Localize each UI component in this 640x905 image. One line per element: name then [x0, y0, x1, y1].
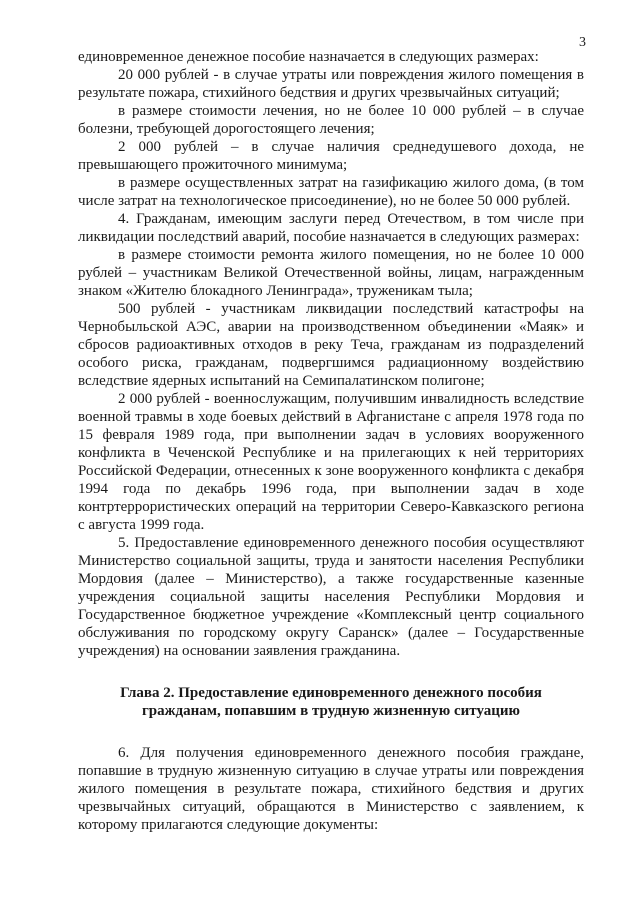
paragraph-item-6: 6. Для получения единовременного денежного пособия граждане, попавшие в трудную жизненную ситуацию в случае утраты или повреждения жилого помещения в результате пожара, стихийного бедствия и других чрезвычайных ситуаций, обращаются в Министерство с заявлением, к которому прилагаются следующие документы: — [78, 745, 584, 833]
paragraph-fire-damage: 20 000 рублей - в случае утраты или повреждения жилого помещения в результате пожара, стихийного бедствия и других чрезвычайных ситуаций; — [78, 67, 584, 101]
paragraph-gasification: в размере осуществленных затрат на газификацию жилого дома, (в том числе затрат на технологическое присоединение), но не более 50 000 рублей. — [78, 175, 584, 209]
document-body — [78, 48, 584, 834]
paragraph-servicemen: 2 000 рублей - военнослужащим, получившим инвалидность вследствие военной травмы в ходе боевых действий в Афганистане с апреля 1978 года по 15 февраля 1989 года, при выполнении задач в условиях вооруженного конфликта в Чеченской Республике и на прилегающих к ней территориях Российской Федерации, отнесенных к зоне вооруженного конфликта с декабря 1994 года по декабрь 1996 года, при выполнении задач в ходе контртеррористических операций на территории Северо-Кавказского региона с августа 1999 года. — [78, 391, 584, 533]
paragraph-low-income: 2 000 рублей – в случае наличия среднедушевого дохода, не превышающего прожиточного минимума; — [78, 139, 584, 173]
paragraph-item-5: 5. Предоставление единовременного денежного пособия осуществляют Министерство социальной защиты, труда и занятости населения Республики Мордовия (далее – Министерство), а также государственные казенные учреждения социальной защиты населения Республики Мордовия и Государственное бюджетное учреждение «Комплексный центр социального обслуживания по городскому округу Саранск» (далее – Государственные учреждения) на основании заявления гражданина. — [78, 535, 584, 659]
paragraph-chernobyl: 500 рублей - участникам ликвидации последствий катастрофы на Чернобыльской АЭС, аварии на производственном объединении «Маяк» и сбросов радиоактивных отходов в реку Теча, гражданам из подразделений особого риска, гражданам, подвергшимся радиационному воздействию вследствие ядерных испытаний на Семипалатинском полигоне; — [78, 301, 584, 389]
page-number: 3 — [579, 35, 586, 50]
paragraph-repair-veterans: в размере стоимости ремонта жилого помещения, но не более 10 000 рублей – участникам Великой Отечественной войны, лицам, награжденным знаком «Жителю блокадного Ленинграда», труженикам тыла; — [78, 247, 584, 299]
paragraph-treatment-cost: в размере стоимости лечения, но не более 10 000 рублей – в случае болезни, требующей дорогостоящего лечения; — [78, 103, 584, 137]
chapter-title: Глава 2. Предоставление единовременного денежного пособия гражданам, попавшим в трудную жизненную ситуацию — [120, 685, 542, 719]
paragraph-item-4: 4. Гражданам, имеющим заслуги перед Отечеством, в том числе при ликвидации последствий аварий, пособие назначается в следующих размерах: — [78, 211, 584, 245]
paragraph-intro: единовременное денежное пособие назначается в следующих размерах: — [78, 49, 539, 65]
